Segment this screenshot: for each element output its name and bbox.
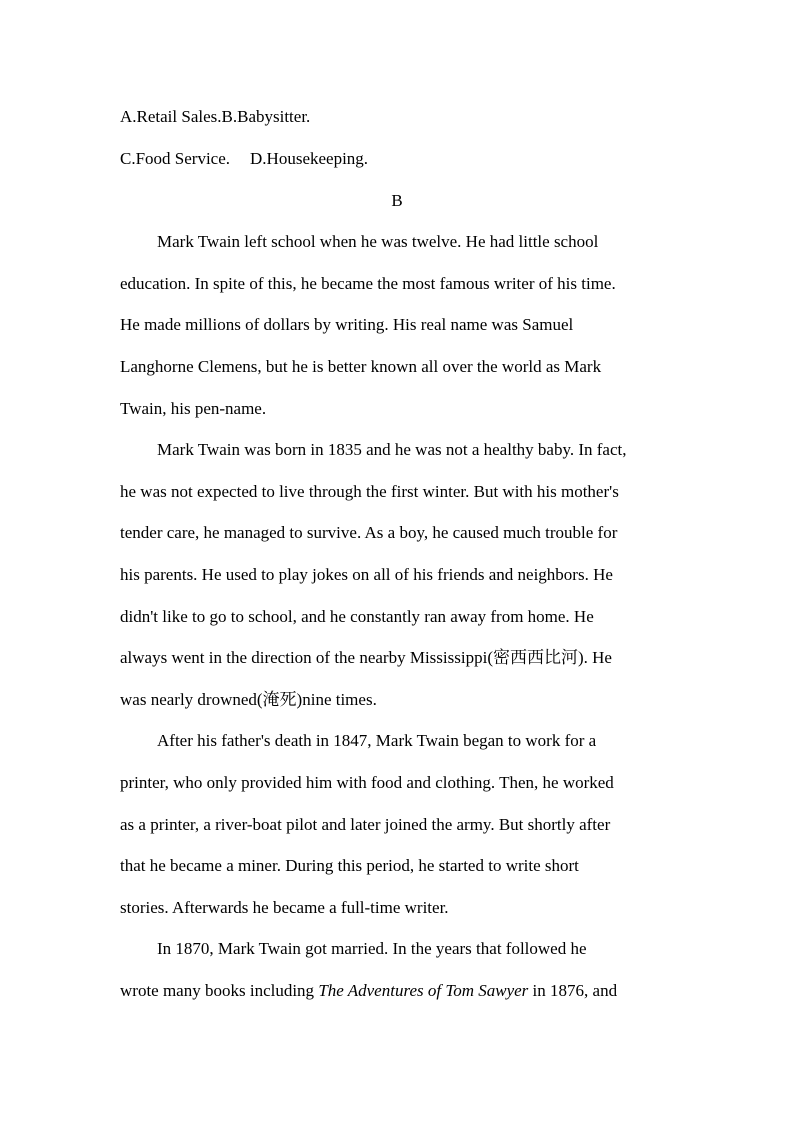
paragraph-line: always went in the direction of the nearby Mississippi(密西西比河). He [120, 648, 612, 667]
paragraph-line: printer, who only provided him with food and clothing. Then, he worked [120, 773, 614, 792]
option-c: C.Food Service. [120, 149, 231, 168]
option-a: A.Retail Sales. [120, 107, 222, 126]
paragraph-line: Mark Twain was born in 1835 and he was not a healthy baby. In fact, [157, 440, 627, 459]
option-b: B.Babysitter. [221, 107, 311, 126]
paragraph-line: he was not expected to live through the first winter. But with his mother's [120, 482, 619, 501]
text-segment: in 1876, and [528, 981, 618, 1000]
section-label: B [391, 191, 403, 210]
option-d: D.Housekeeping. [250, 149, 369, 168]
paragraph-line [120, 981, 617, 1001]
paragraph-line: After his father's death in 1847, Mark Twain began to work for a [157, 731, 597, 750]
paragraph-line: Mark Twain left school when he was twelve. He had little school [157, 232, 599, 251]
paragraph-line: In 1870, Mark Twain got married. In the years that followed he [157, 939, 587, 958]
book-title: The Adventures of Tom Sawyer [318, 981, 529, 1000]
options-row-ab [120, 107, 310, 127]
options-row-cd [120, 149, 368, 169]
paragraph-line: didn't like to go to school, and he constantly ran away from home. He [120, 607, 594, 626]
paragraph-line: education. In spite of this, he became the most famous writer of his time. [120, 274, 616, 293]
paragraph-line: tender care, he managed to survive. As a boy, he caused much trouble for [120, 523, 618, 542]
paragraph-line: He made millions of dollars by writing. His real name was Samuel [120, 315, 574, 334]
paragraph-line: Langhorne Clemens, but he is better known all over the world as Mark [120, 357, 602, 376]
paragraph-line: Twain, his pen-name. [120, 399, 267, 418]
paragraph-line: stories. Afterwards he became a full-time writer. [120, 898, 449, 917]
paragraph-line: his parents. He used to play jokes on all of his friends and neighbors. He [120, 565, 613, 584]
paragraph-line: as a printer, a river-boat pilot and later joined the army. But shortly after [120, 815, 611, 834]
paragraph-line: that he became a miner. During this period, he started to write short [120, 856, 579, 875]
paragraph-line: was nearly drowned(淹死)nine times. [120, 690, 377, 709]
text-segment: wrote many books including [120, 981, 319, 1000]
